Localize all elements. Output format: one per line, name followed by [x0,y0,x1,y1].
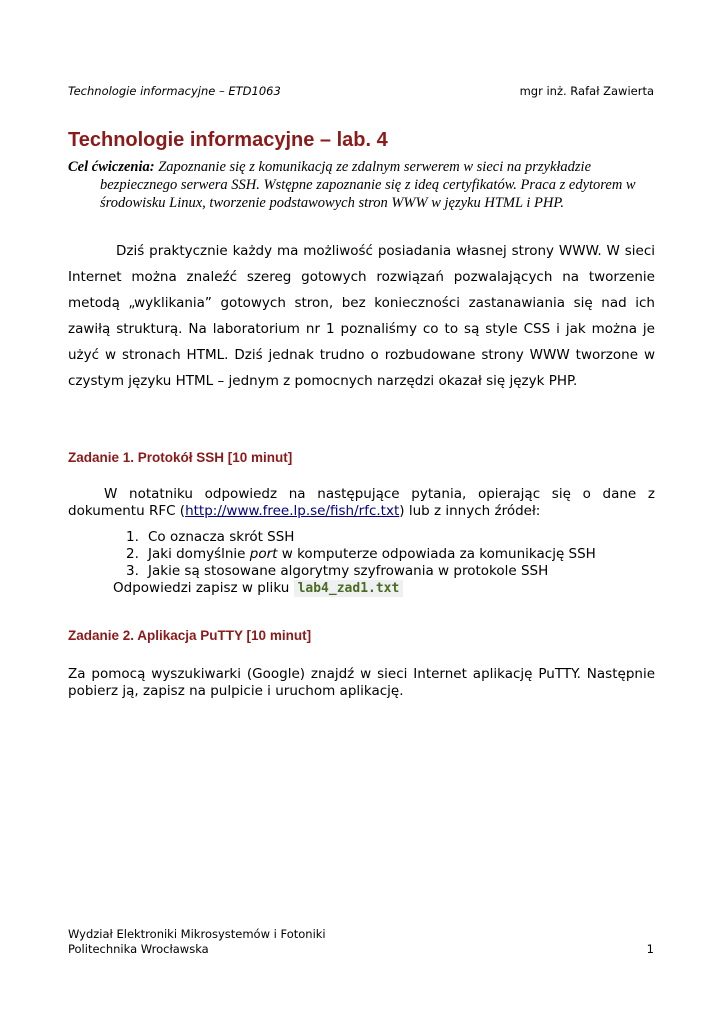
page-number: 1 [646,942,654,956]
goal-label: Cel ćwiczenia: [68,159,155,175]
list-item [126,563,596,580]
question-text-end: w komputerze odpowiada za komunikację SSH [277,546,596,562]
question-number: 2. [126,546,139,562]
page-title: Technologie informacyjne – lab. 4 [68,129,388,151]
task1-text-before: W notatniku odpowiedz na następujące pytania, opierając się o dane z dokumentu RFC ( [68,486,655,519]
header-course: Technologie informacyjne – ETD1063 [68,84,281,98]
question-number: 3. [126,563,139,579]
footer-university: Politechnika Wrocławska [68,942,209,956]
header-author: mgr inż. Rafał Zawierta [519,84,654,98]
goal-block [68,158,658,212]
answer-label: Odpowiedzi zapisz w pliku [113,580,290,596]
goal-line-2: bezpiecznego serwera SSH. Wstępne zapoznanie się z ideą certyfikatów. Praca z edytorem w [100,177,636,193]
question-text: Co oznacza skrót SSH [148,529,295,545]
task1-text-after: ) lub z innych źródeł: [399,503,541,519]
question-emphasis: port [249,546,278,562]
answer-instruction [113,580,403,596]
answer-filename: lab4_zad1.txt [294,580,404,597]
intro-text: Dziś praktycznie każdy ma możliwość posiadania własnej strony WWW. W sieci Internet można znaleźć szereg gotowych rozwiązań pozwalających na tworzenie metodą „wyklikania” gotowych stron, bez konieczności zastanawiania się nad ich zawiłą strukturą. Na laboratorium nr 1 poznaliśmy co to są style CSS i jak można je użyć w stronach HTML. Dziś jednak trudno o rozbudowane strony WWW tworzone w czystym języku HTML – jednym z pomocnych narzędzi okazał się język PHP. [68,243,655,389]
task2-heading: Zadanie 2. Aplikacja PuTTY [10 minut] [68,628,312,643]
task1-paragraph [68,486,655,520]
task2-paragraph [68,666,655,700]
question-text: Jaki domyślnie [148,546,250,562]
list-item [126,546,596,563]
footer-faculty: Wydział Elektroniki Mikrosystemów i Fotoniki [68,927,326,941]
rfc-link[interactable]: http://www.free.lp.se/fish/rfc.txt [185,503,400,519]
task1-heading: Zadanie 1. Protokół SSH [10 minut] [68,450,293,465]
goal-line-1: Zapoznanie się z komunikacją ze zdalnym serwerem w sieci na przykładzie [158,159,592,175]
task2-text: Za pomocą wyszukiwarki (Google) znajdź w sieci Internet aplikację PuTTY. Następnie pobierz ją, zapisz na pulpicie i uruchom aplikację. [68,666,655,699]
question-list [126,529,596,580]
question-number: 1. [126,529,139,545]
intro-paragraph [68,238,655,394]
footer-institution [68,927,326,957]
question-text: Jakie są stosowane algorytmy szyfrowania w protokole SSH [148,563,549,579]
list-item [126,529,596,546]
goal-line-3: środowisku Linux, tworzenie podstawowych stron WWW w języku HTML i PHP. [100,195,564,211]
